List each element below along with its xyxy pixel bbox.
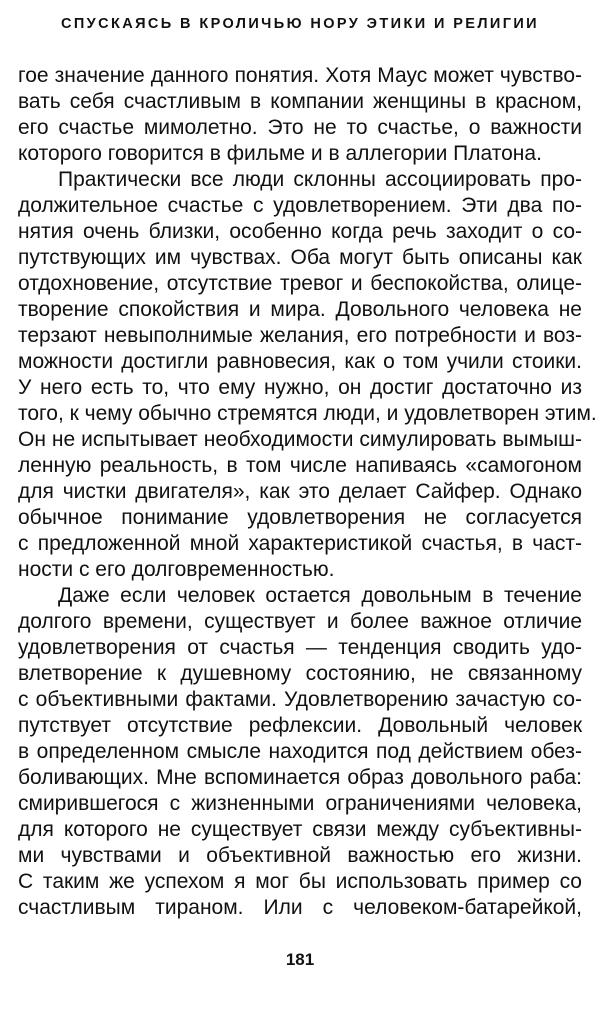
text-line: боливающих. Мне вспоминается образ довольного раба: [18,766,582,789]
text-line: вать себя счастливым в компании женщины в красном, [18,90,582,113]
text-line: С таким же успехом я мог бы использовать пример со [18,870,582,893]
text-line: счастливым тираном. Или с человеком-батарейкой, [18,896,582,919]
text-line: должительное счастье с удовлетворением. Эти два по- [18,194,582,217]
text-line: того, к чему обычно стремятся люди, и удовлетворен этим. [18,402,597,425]
text-line: творение спокойствия и мира. Довольного человека не [18,298,582,321]
text-line: терзают невыполнимые желания, его потребности и воз- [18,324,582,347]
paragraph [18,63,582,167]
text-line: путствующих им чувствах. Оба могут быть описаны как [18,246,582,269]
page-number: 181 [285,950,315,969]
body-text [18,63,597,921]
text-line: которого говорится в фильме и в аллегории Платона. [18,142,542,165]
text-line: можности достигли равновесия, как о том учили стоики. [18,350,582,373]
paragraph [18,167,597,583]
text-line: ленную реальность, в том числе напиваясь «самогоном [18,454,582,477]
text-line: удовлетворения от счастья — тенденция сводить удо- [18,636,582,659]
text-line: долгого времени, существует и более важное отличие [18,610,582,633]
text-line: ности с его долговременностью. [18,558,335,581]
paragraph [18,583,582,921]
text-line: для чистки двигателя», как это делает Сайфер. Однако [18,480,582,503]
text-line: с предложенной мной характеристикой счастья, в част- [18,532,582,555]
text-line: Он не испытывает необходимости симулировать вымыш- [18,428,582,451]
text-line: смирившегося с жизненными ограничениями человека, [18,792,582,815]
text-line: отдохновение, отсутствие тревог и беспокойства, олице- [18,272,582,295]
text-line: для которого не существует связи между субъективны- [18,818,582,841]
text-line: обычное понимание удовлетворения не согласуется [18,506,582,529]
text-line: в определенном смысле находится под действием обез- [18,740,582,763]
text-line: Практически все люди склонны ассоциировать про- [58,168,582,191]
text-line: У него есть то, что ему нужно, он достиг достаточно из [18,376,582,399]
text-line: его счастье мимолетно. Это не то счастье, о важности [18,116,582,139]
text-line: гое значение данного понятия. Хотя Маус может чувство- [18,64,582,87]
text-line: путствует отсутствие рефлексии. Довольный человек [18,714,582,737]
text-line: ми чувствами и объективной важностью его жизни. [18,844,582,867]
text-line: влетворение к душевному состоянию, не связанному [18,662,582,685]
text-line: нятия очень близки, особенно когда речь заходит о со- [18,220,582,243]
running-header: СПУСКАЯСЬ В КРОЛИЧЬЮ НОРУ ЭТИКИ И РЕЛИГИИ [60,16,539,32]
text-line: с объективными фактами. Удовлетворению зачастую со- [18,688,582,711]
text-line: Даже если человек остается довольным в течение [58,584,582,607]
